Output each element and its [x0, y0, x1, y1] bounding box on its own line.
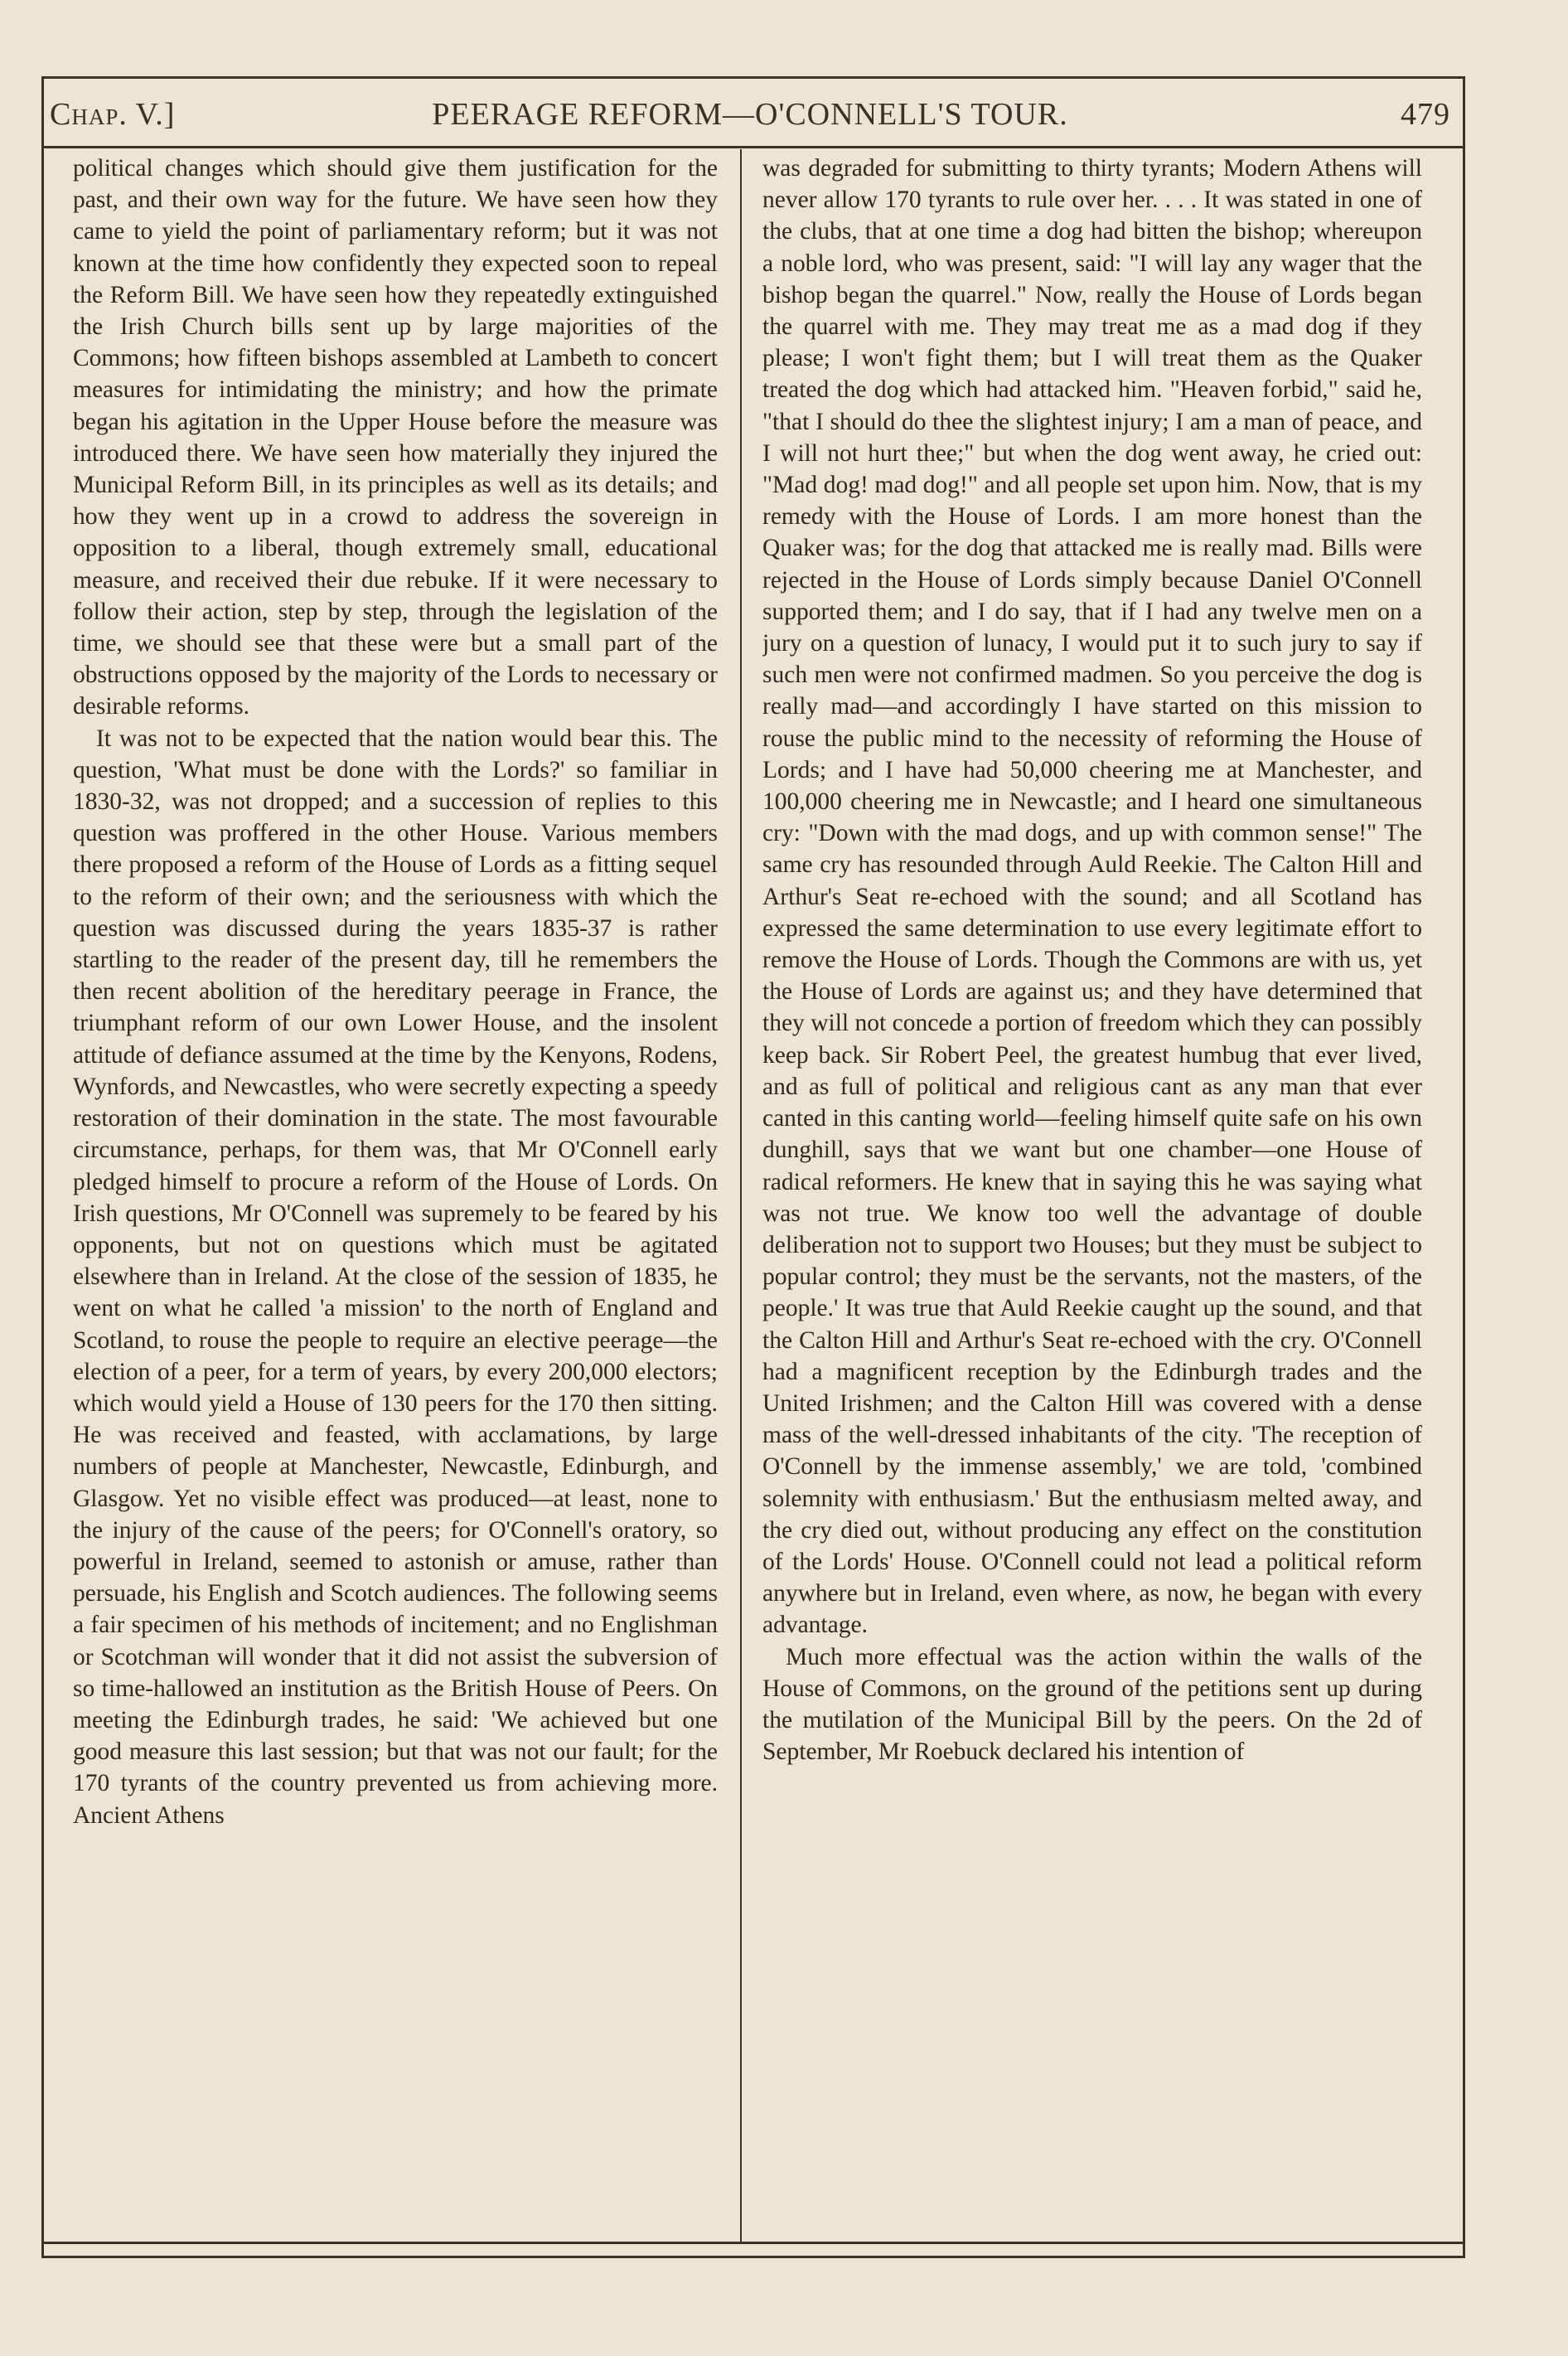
- footer-rule: [41, 2242, 1465, 2244]
- paragraph: political changes which should give them justification for the past, and their own way for the future. We have seen how they came to yield the point of parliamentary reform; but it was not known at the time how confidently they expected soon to repeal the Reform Bill. We have seen how they repeatedly extinguished the Irish Church bills sent up by large majorities of the Commons; how fifteen bishops assembled at Lambeth to concert measures for intimidating the ministry; and how the primate began his agitation in the Upper House before the measure was introduced there. We have seen how materially they injured the Municipal Reform Bill, in its principles as well as its details; and how they went up in a crowd to address the sovereign in opposition to a liberal, though extremely small, educational measure, and received their due rebuke. If it were necessary to follow their action, step by step, through the legislation of the time, we should see that these were but a small part of the obstructions opposed by the majority of the Lords to necessary or desirable reforms.: [73, 155, 718, 720]
- header-rule: [41, 146, 1465, 148]
- page-number: 479: [1401, 97, 1450, 132]
- right-column: [762, 153, 1422, 2228]
- chapter-label: Chap. V.]: [50, 97, 176, 132]
- running-header: [50, 91, 1450, 141]
- paragraph: Much more effectual was the action within the walls of the House of Commons, on the ground of the petitions sent up during the mutilation of the Municipal Bill by the peers. On the 2d of September, Mr Roebuck declared his intention of: [762, 1643, 1422, 1766]
- paragraph: It was not to be expected that the nation would bear this. The question, 'What must be done with the Lords?' so familiar in 1830-32, was not dropped; and a succession of replies to this question was proffered in the other House. Various members there proposed a reform of the House of Lords as a fitting sequel to the reform of their own; and the seriousness with which the question was discussed during the years 1835-37 is rather startling to the reader of the present day, till he remembers the then recent abolition of the hereditary peerage in France, the triumphant reform of our own Lower House, and the insolent attitude of defiance assumed at the time by the Kenyons, Rodens, Wynfords, and Newcastles, who were secretly expecting a speedy restoration of their domination in the state. The most favourable circumstance, perhaps, for them was, that Mr O'Connell early pledged himself to procure a reform of the House of Lords. On Irish questions, Mr O'Connell was supremely to be feared by his opponents, but not on questions which must be agitated elsewhere than in Ireland. At the close of the session of 1835, he went on what he called 'a mission' to the north of England and Scotland, to rouse the people to require an elective peerage—the election of a peer, for a term of years, by every 200,000 electors; which would yield a House of 130 peers for the 170 then sitting. He was received and feasted, with acclamations, by large numbers of people at Manchester, Newcastle, Edinburgh, and Glasgow. Yet no visible effect was produced—at least, none to the injury of the cause of the peers; for O'Connell's oratory, so powerful in Ireland, seemed to astonish or amuse, rather than persuade, his English and Scotch audiences. The following seems a fair specimen of his methods of incitement; and no Englishman or Scotchman will wonder that it did not assist the subversion of so time-hallowed an institution as the British House of Peers. On meeting the Edinburgh trades, he said: 'We achieved but one good measure this last session; but that was not our fault; for the 170 tyrants of the country prevented us from achieving more. Ancient Athens: [73, 725, 718, 1829]
- left-column: [73, 153, 718, 2228]
- paragraph: was degraded for submitting to thirty tyrants; Modern Athens will never allow 170 tyrants to rule over her. . . . It was stated in one of the clubs, that at one time a dog had bitten the bishop; whereupon a noble lord, who was present, said: "I will lay any wager that the bishop began the quarrel." Now, really the House of Lords began the quarrel with me. They may treat me as a mad dog if they please; I won't fight them; but I will treat them as the Quaker treated the dog which had attacked him. "Heaven forbid," said he, "that I should do thee the slightest injury; I am a man of peace, and I will not hurt thee;" but when the dog went away, he cried out: "Mad dog! mad dog!" and all people set upon him. Now, that is my remedy with the House of Lords. I am more honest than the Quaker was; for the dog that attacked me is really mad. Bills were rejected in the House of Lords simply because Daniel O'Connell supported them; and I do say, that if I had any twelve men on a jury on a question of lunacy, I would put it to such jury to say if such men were not confirmed madmen. So you perceive the dog is really mad—and accordingly I have started on this mission to rouse the public mind to the necessity of reforming the House of Lords; and I have had 50,000 cheering me at Manchester, and 100,000 cheering me in Newcastle; and I heard one simultaneous cry: "Down with the mad dogs, and up with common sense!" The same cry has resounded through Auld Reekie. The Calton Hill and Arthur's Seat re-echoed with the sound; and all Scotland has expressed the same determination to use every legitimate effort to remove the House of Lords. Though the Commons are with us, yet the House of Lords are against us; and they have determined that they will not concede a portion of freedom which they can possibly keep back. Sir Robert Peel, the greatest humbug that ever lived, and as full of political and religious cant as any man that ever canted in this canting world—feeling himself quite safe on his own dunghill, says that we want but one chamber—one House of radical reformers. He knew that in saying this he was saying what was not true. We know too well the advantage of double deliberation not to support two Houses; but they must be subject to popular control; they must be the servants, not the masters, of the people.' It was true that Auld Reekie caught up the sound, and that the Calton Hill and Arthur's Seat re-echoed with the cry. O'Connell had a magnificent reception by the Edinburgh trades and the United Irishmen; and the Calton Hill was covered with a dense mass of the well-dressed inhabitants of the city. 'The reception of O'Connell by the immense assembly,' we are told, 'combined solemnity with enthusiasm.' But the enthusiasm melted away, and the cry died out, without producing any effect on the constitution of the Lords' House. O'Connell could not lead a political reform anywhere but in Ireland, even where, as now, he began with every advantage.: [762, 155, 1422, 1639]
- column-divider: [740, 149, 742, 2243]
- running-title: PEERAGE REFORM—O'CONNELL'S TOUR.: [432, 97, 1068, 132]
